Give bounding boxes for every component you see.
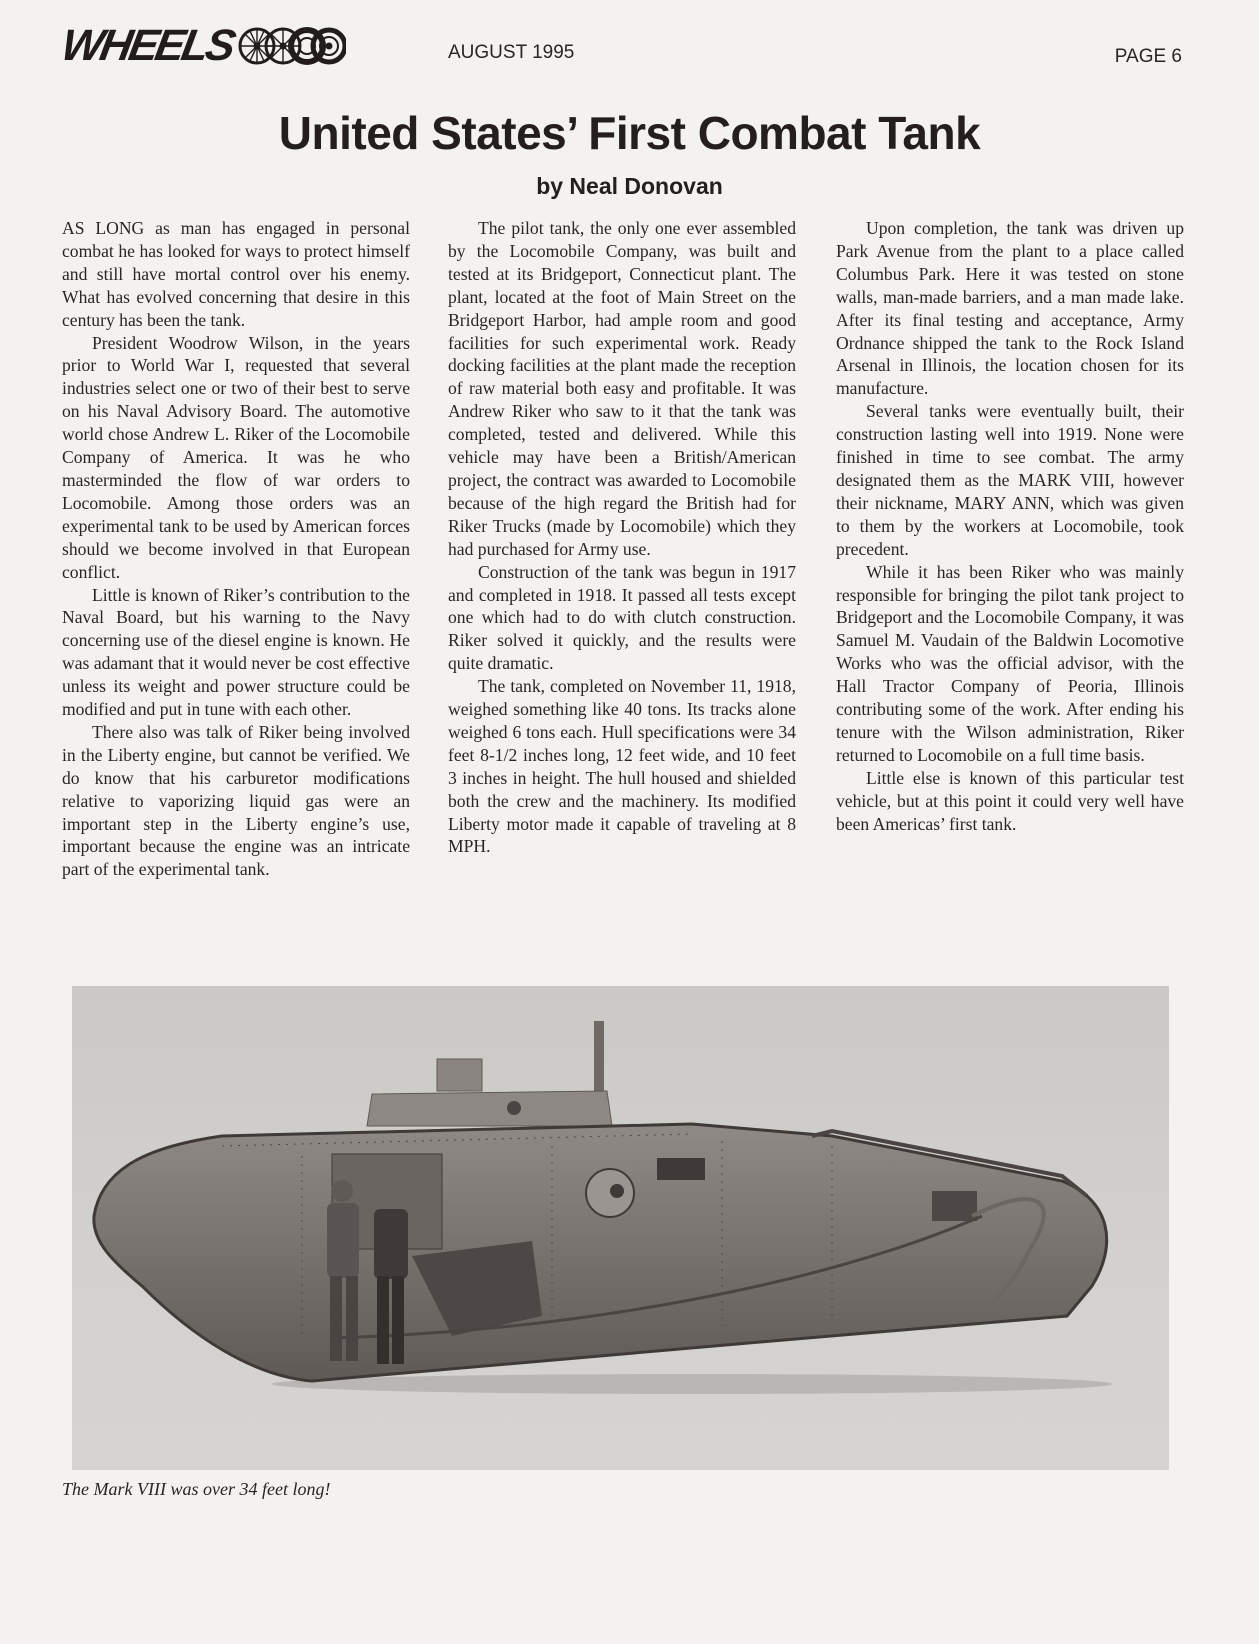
article-column-3 (836, 217, 1184, 835)
article-title: United States’ First Combat Tank (278, 107, 981, 159)
masthead (57, 21, 1182, 72)
vision-port (507, 1101, 521, 1115)
article-column-1 (62, 217, 410, 881)
logo-text: WHEELS (57, 21, 237, 70)
paragraph: Upon completion, the tank was driven up Park Avenue from the plant to a place called Columbus Park. Here it was tested on stone walls, man-made barriers, and a man made lake. After its final testing and acceptance, Army Ordnance shipped the tank to the Rock Island Arsenal in Illinois, the location chosen for its manufacture. (836, 218, 1184, 399)
paragraph: AS LONG as man has engaged in personal combat he has looked for ways to protect himself and still have mortal control over his enemy. What has evolved concerning that desire in this century has been the tank. (62, 218, 410, 330)
ground-shadow (272, 1374, 1112, 1394)
paragraph: Little is known of Riker’s contribution to the Naval Board, but his warning to the Navy concerning use of the diesel engine is known. He was adamant that it would never be cost effective unless its weight and power structure could be modified and put in tune with each other. (62, 584, 410, 720)
wheels-logo (57, 21, 346, 70)
paragraph: President Woodrow Wilson, in the years prior to World War I, requested that several industries select one or two of their best to serve on his Naval Advisory Board. The automotive world chose Andrew L. Riker of the Locomobile Company of America. It was he who masterminded the flow of war orders to Locomobile. Among those orders was an experimental tank to be used by American forces should we become involved in that European conflict. (62, 332, 410, 582)
paragraph: The pilot tank, the only one ever assembled by the Locomobile Company, was built and tested at its Bridgeport, Connecticut plant. The plant, located at the foot of Main Street on the Bridgeport Harbor, had ample room and good facilities for such experimental work. Ready docking facilities at the plant made the reception of raw material both easy and profitable. It was Andrew Riker who saw to it that the tank was completed, tested and delivered. While this vehicle may have been a British/American project, the contract was awarded to Locomobile because of the high regard the British had for Riker Trucks (made by Locomobile) which they had purchased for Army use. (448, 218, 796, 559)
paragraph: Construction of the tank was begun in 1917 and completed in 1918. It passed all tests except one which had to do with clutch construction. Riker solved it quickly, and the results were quite dramatic. (448, 561, 796, 674)
paragraph: There also was talk of Riker being involved in the Liberty engine, but cannot be verified. We do know that his carburetor modifications relative to vaporizing liquid gas were an important step in the Liberty engine’s use, important because the engine was an intricate part of the experimental tank. (62, 721, 410, 880)
wheels-logo-icon (238, 26, 346, 66)
issue-date: AUGUST 1995 (448, 42, 575, 63)
gun-port (610, 1184, 624, 1198)
rear-opening (932, 1191, 977, 1221)
paragraph: Little else is known of this particular test vehicle, but at this point it could very well have been Americas’ first tank. (836, 767, 1184, 834)
tank-illustration (72, 986, 1169, 1470)
superstructure (367, 1091, 612, 1126)
page-number: PAGE 6 (1114, 46, 1182, 67)
gun-mount (586, 1169, 634, 1217)
photo-caption: The Mark VIII was over 34 feet long! (62, 1479, 331, 1499)
cupola (437, 1059, 482, 1091)
paragraph: The tank, completed on November 11, 1918, weighed something like 40 tons. Its tracks alone weighed 6 tons each. Hull specifications were 34 feet 8-1/2 inches long, 12 feet wide, and 10 feet 3 inches in height. The hull housed and shielded both the crew and the machinery. Its modified Liberty motor made it capable of traveling at 8 MPH. (448, 676, 796, 857)
tank-photo (72, 986, 1169, 1470)
paragraph: While it has been Riker who was mainly responsible for bringing the pilot tank project to Bridgeport and the Locomobile Company, it was Samuel M. Vaudain of the Baldwin Locomotive Works who was the official advisor, with the Hall Tractor Company of Peoria, Illinois contributing some of the work. After ending his tenure with the Wilson administration, Riker returned to Locomobile on a full time basis. (836, 561, 1184, 765)
article-byline: by Neal Donovan (536, 173, 723, 199)
paragraph: Several tanks were eventually built, their construction lasting well into 1919. None were finished in time to see combat. The army designated them as the MARK VIII, however their nickname, MARY ANN, which was given to them by the workers at Locomobile, took precedent. (836, 401, 1184, 559)
exhaust-stack (594, 1021, 604, 1091)
hatch-opening (657, 1158, 705, 1180)
article-column-2 (448, 217, 796, 858)
